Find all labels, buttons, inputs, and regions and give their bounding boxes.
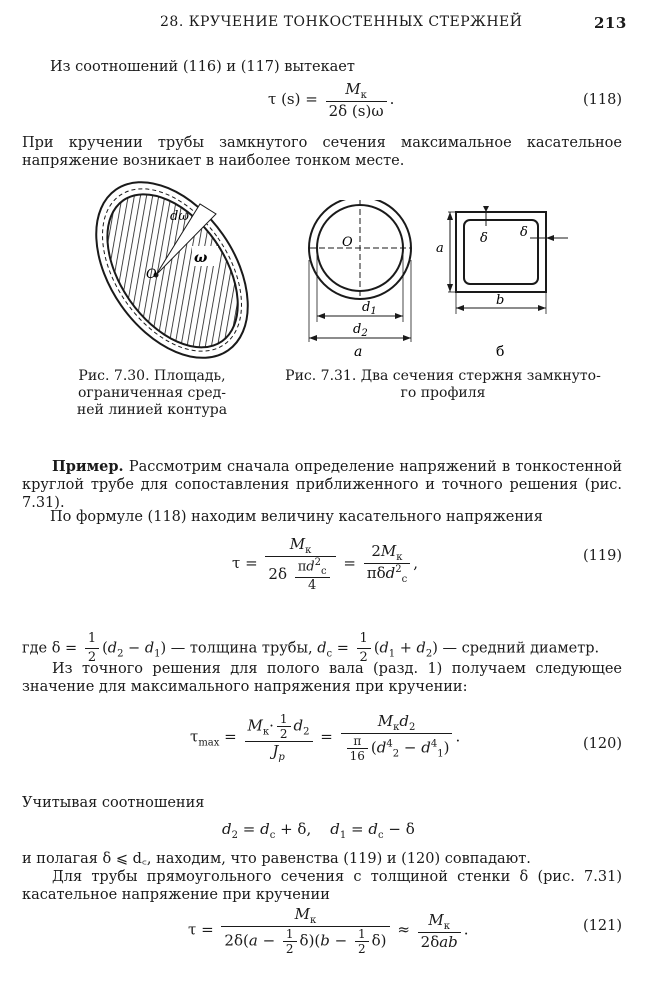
label-domega: dω: [170, 209, 189, 224]
page-number: 213: [594, 14, 627, 32]
paragraph-example: Пример. Рассмотрим сначала определение напряжений в тонкостенной круглой трубе для сопоставления приближенного и точного решения (рис. 7.31).: [22, 458, 623, 511]
caption-7-30: Рис. 7.30. Площадь, ограниченная сред- ней линией контура: [76, 368, 228, 418]
paragraph-definitions: где δ = $\frac{1}{2}$ $(d_2 - d_1)$ — толщина трубы, $d_c$ = $\frac{1}{2}$ $(d_1 + d_2)$ — средний диаметр.: [22, 631, 600, 665]
label-d2: $d_2$: [353, 322, 368, 339]
relations-line: $d_2 = d_c + \delta$, $d_1 = d_c - \delta$: [222, 820, 415, 841]
equation-number-121: (121): [583, 918, 622, 934]
equation-number-118: (118): [583, 92, 622, 108]
equation-120: $\tau_{max}$ = $M_к\cdot$ $\frac{1}{2}$ $d_2$ $J_p$ = $M_кd_2$ $\frac{\pi}{16}$ $(d^4_2 - d^4_1)$ .: [190, 712, 461, 763]
label-delta2: δ: [520, 225, 528, 240]
label-a: a: [436, 241, 444, 256]
paragraph-rect-tube: Для трубы прямоугольного сечения с толщиной стенки δ (рис. 7.31) касательное напряжение при кручении: [22, 869, 622, 903]
example-label: Пример.: [52, 458, 124, 475]
sublabel-a: a: [354, 344, 363, 360]
label-d1: $d_1$: [362, 300, 377, 317]
figure-7-31: [296, 200, 576, 360]
label-delta1: δ: [480, 231, 488, 246]
label-b: b: [496, 293, 505, 308]
equation-121: τ = $M_к$ 2δ(a − $\frac{1}{2}$ δ)(b − $\frac{1}{2}$ δ) ≈ $\frac{M_к}{\text{2δab}}$ .: [188, 905, 469, 956]
paragraph-exact-solution: Из точного решения для полого вала (разд. 1) получаем следующее значение для максимального напряжения при кручении:: [22, 661, 622, 695]
label-omega: ω: [194, 250, 208, 266]
equation-number-119: (119): [583, 548, 622, 564]
running-header: 28. КРУЧЕНИЕ ТОНКОСТЕННЫХ СТЕРЖНЕЙ: [160, 14, 523, 30]
label-o-circle: O: [342, 235, 353, 250]
paragraph-relations-intro: Учитывая соотношения: [22, 795, 205, 811]
paragraph-intro: Из соотношений (116) и (117) вытекает: [50, 59, 355, 75]
sublabel-b: б: [496, 344, 505, 360]
equation-number-120: (120): [583, 736, 622, 752]
eq118-fraction: $\frac{M_к}{2\delta (s)\omega}$: [326, 80, 387, 120]
paragraph-coincide: и полагая δ ⩽ d꜀, находим, что равенства (119) и (120) совпадают.: [22, 851, 531, 867]
label-o: O: [146, 267, 157, 282]
equation-119: τ = $M_к$ 2δ $\frac{\pi d^2_c}{4}$ = $\frac{2M_к}{\pi\delta d^2_c}$ ,: [232, 535, 418, 593]
equation-118: τ (s) = $\frac{M_к}{2\delta (s)\omega}$ .: [268, 80, 395, 120]
caption-7-31: Рис. 7.31. Два сечения стержня замкнуто- го профиля: [285, 368, 601, 401]
paragraph-formula-118: По формуле (118) находим величину касательного напряжения: [50, 509, 543, 525]
eq118-lhs: τ (s) =: [268, 90, 318, 108]
figure-7-30: [82, 170, 262, 370]
rect-tube-outer: [456, 212, 546, 292]
paragraph-max-stress: При кручении трубы замкнутого сечения максимальное касательное напряжение возникает в наиболее тонком месте.: [22, 135, 622, 169]
